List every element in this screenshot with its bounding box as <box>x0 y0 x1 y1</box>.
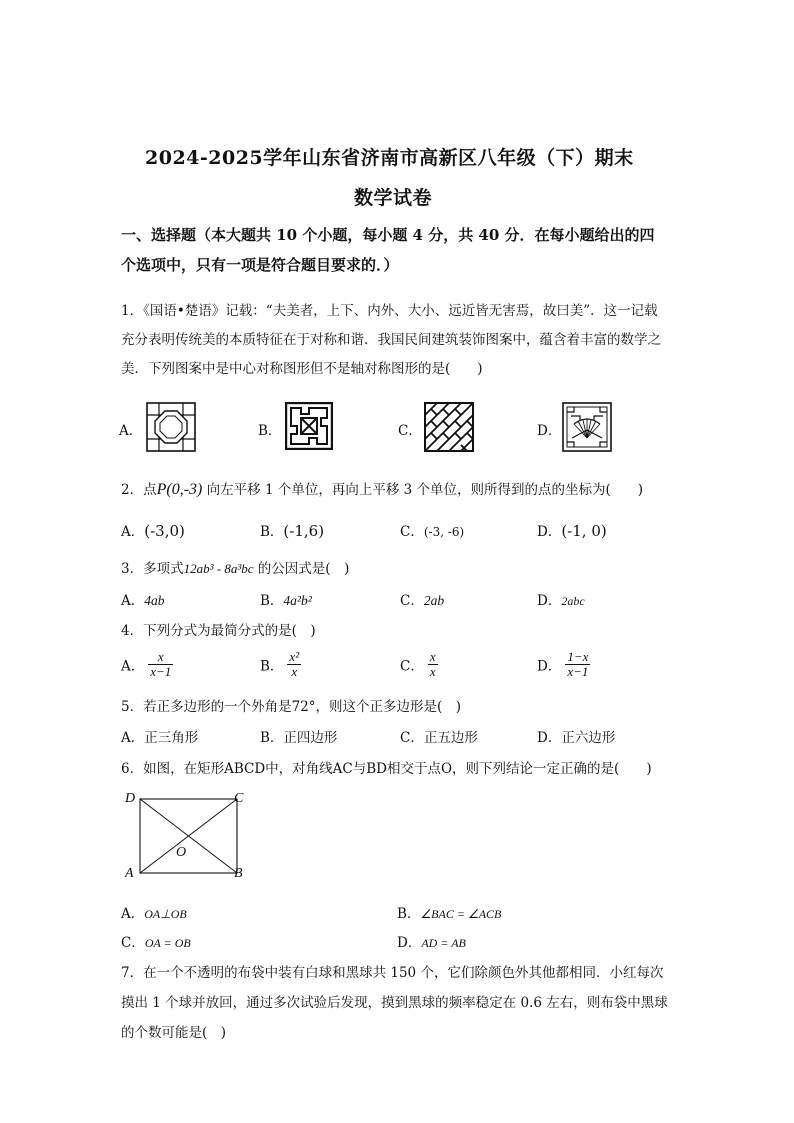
q4-option-a-numerator: x <box>157 649 164 664</box>
q2-option-b-label: B． <box>260 524 284 540</box>
q6-option-d-value: AD = AB <box>421 936 466 950</box>
q4-option-b-fraction <box>287 650 301 679</box>
q2-option-c <box>400 520 464 540</box>
q2-option-b-value: (-1,6) <box>283 522 325 540</box>
q3-option-b <box>260 589 312 609</box>
q4-option-d-denominator: x−1 <box>567 664 589 679</box>
q5-option-c: C．正五边形 <box>400 730 478 746</box>
q1-pattern-b-image <box>285 402 333 450</box>
q5-stem: 5．若正多边形的一个外角是72°，则这个正多边形是( ) <box>121 699 462 715</box>
q3-option-d <box>537 589 585 609</box>
q6-option-d-label: D． <box>397 935 422 951</box>
q1-option-d-label: D． <box>537 423 562 439</box>
q6-label-o: O <box>176 845 187 860</box>
q7-line2: 摸出 1 个球并放回，通过多次试验后发现，摸到黑球的频率稳定在 0.6 左右，则布袋中黑球 <box>121 995 668 1011</box>
q4-option-a-label: A． <box>121 658 145 675</box>
q6-label-d: D <box>125 791 136 806</box>
q3-stem <box>121 557 349 577</box>
q5-option-d: D．正六边形 <box>537 730 616 746</box>
q2-option-c-value: (-3, -6) <box>423 525 465 539</box>
q7-line3: 的个数可能是( ) <box>121 1025 227 1041</box>
q4-option-b-numerator: x² <box>289 649 300 664</box>
q4-option-a <box>121 650 173 679</box>
q6-option-a <box>121 902 187 922</box>
q7-line1: 7．在一个不透明的布袋中装有白球和黑球共 150 个，它们除颜色外其他都相同．小红每次 <box>121 965 664 981</box>
q4-option-c <box>400 650 438 679</box>
q6-option-a-value: OA⊥OB <box>144 907 187 921</box>
exam-title-line1: 2024-2025学年山东省济南市高新区八年级（下）期末 <box>145 147 634 169</box>
q5-option-a: A．正三角形 <box>121 730 199 746</box>
q2-option-d <box>537 520 607 540</box>
q2-option-d-label: D． <box>537 524 562 540</box>
q4-option-c-fraction <box>428 650 438 679</box>
q2-option-a-label: A． <box>121 524 145 540</box>
q6-option-c-value: OA = OB <box>144 936 191 950</box>
q3-option-a-label: A． <box>121 593 145 609</box>
q4-option-b-denominator: x <box>291 664 298 679</box>
q1-pattern-c-image <box>424 402 474 452</box>
q3-option-c-value: 2ab <box>423 593 445 608</box>
q4-option-d <box>537 650 590 679</box>
q4-option-a-fraction <box>148 650 173 679</box>
q2-option-a-value: (-3,0) <box>144 522 185 540</box>
q6-option-c <box>121 931 191 951</box>
q2-stem-prefix: 2．点 <box>121 482 157 498</box>
q1-pattern-a-image <box>146 402 196 452</box>
q6-label-b: B <box>234 866 243 881</box>
q6-option-a-label: A． <box>121 906 145 922</box>
q6-option-b-value: ∠BAC = ∠ACB <box>420 907 502 921</box>
section-heading-line2: 个选项中，只有一项是符合题目要求的．） <box>121 256 399 274</box>
section-heading-line1: 一、选择题（本大题共 10 个小题，每小题 4 分，共 40 分．在每小题给出的四 <box>121 226 655 244</box>
q2-option-d-value: (-1, 0) <box>561 522 607 540</box>
q1-line1: 1．《国语•楚语》记载：“夫美者，上下、内外、大小、远近皆无害焉，故曰美”．这一记载 <box>121 303 658 319</box>
q4-option-d-fraction <box>565 650 590 679</box>
q2-option-a <box>121 520 185 540</box>
q4-option-c-numerator: x <box>429 649 436 664</box>
q1-option-b-label: B． <box>258 423 282 439</box>
q6-label-a: A <box>125 866 134 881</box>
q1-pattern-d-image <box>562 402 612 452</box>
q3-expression: 12ab³ - 8a³bc <box>183 561 254 576</box>
q2-stem-suffix: 向左平移 1 个单位，再向上平移 3 个单位，则所得到的点的坐标为( ) <box>206 482 644 498</box>
q2-option-b <box>260 520 324 540</box>
exam-title-line2: 数学试卷 <box>354 187 433 209</box>
q4-option-d-label: D． <box>537 658 562 675</box>
q2-stem <box>121 478 643 499</box>
q4-stem: 4．下列分式为最简分式的是( ) <box>121 623 316 639</box>
q3-option-b-label: B． <box>260 593 284 609</box>
q1-line2: 充分表明传统美的本质特征在于对称和谐．我国民间建筑装饰图案中，蕴含着丰富的数学之 <box>121 332 661 348</box>
q4-option-b-label: B． <box>260 658 284 675</box>
q1-option-a-label: A． <box>119 423 143 439</box>
q1-option-c-label: C． <box>398 423 422 439</box>
q4-option-c-denominator: x <box>429 664 436 679</box>
q3-option-c-label: C． <box>400 593 424 609</box>
q4-option-c-label: C． <box>400 658 424 675</box>
q3-option-a <box>121 589 165 609</box>
q3-option-d-label: D． <box>537 593 562 609</box>
q3-stem-prefix: 3．多项式 <box>121 561 184 577</box>
q3-option-c <box>400 589 444 609</box>
q4-option-a-denominator: x−1 <box>150 664 172 679</box>
q3-stem-suffix: 的公因式是( ) <box>257 561 350 577</box>
q5-option-b: B．正四边形 <box>260 730 338 746</box>
q3-option-d-value: 2abc <box>561 594 585 608</box>
q6-option-b-label: B． <box>397 906 421 922</box>
q4-option-d-numerator: 1−x <box>567 649 589 664</box>
q6-option-d <box>397 931 466 951</box>
q4-option-b <box>260 650 301 679</box>
q3-option-a-value: 4ab <box>144 593 165 608</box>
q2-option-c-label: C． <box>400 524 424 540</box>
q6-option-b <box>397 902 501 922</box>
q3-option-b-value: 4a²b² <box>283 593 312 608</box>
q6-option-c-label: C． <box>121 935 145 951</box>
q6-stem: 6．如图，在矩形ABCD中，对角线AC与BD相交于点O，则下列结论一定正确的是( ) <box>121 761 652 777</box>
q2-point: P(0,-3) <box>156 481 203 498</box>
q6-label-c: C <box>234 791 244 806</box>
q1-line3: 美．下列图案中是中心对称图形但不是轴对称图形的是( ) <box>121 361 483 377</box>
